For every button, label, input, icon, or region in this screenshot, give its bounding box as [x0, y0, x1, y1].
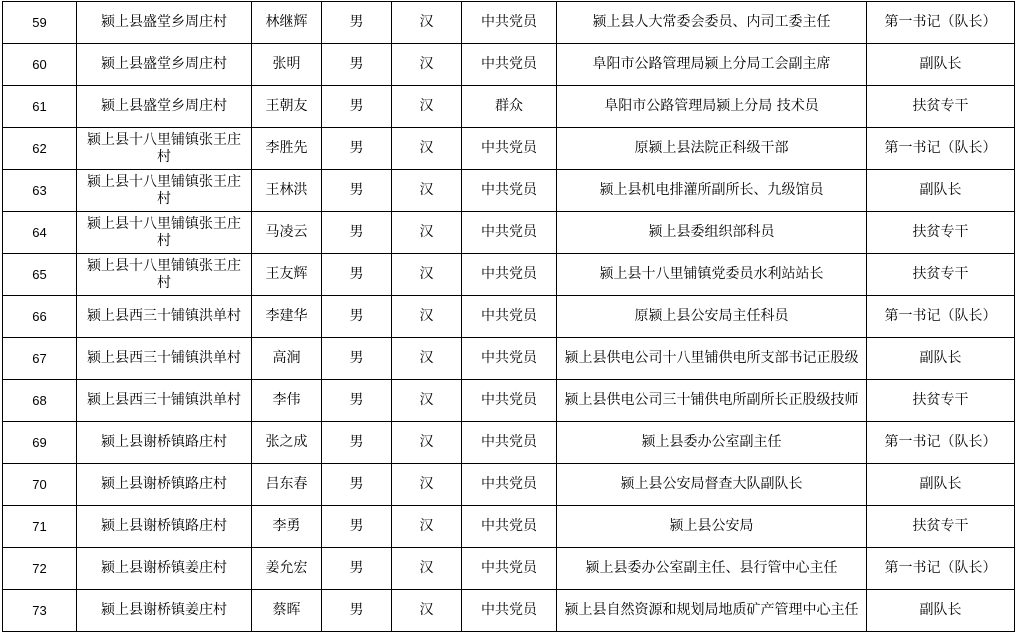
- village-cell: 颍上县谢桥镇路庄村: [77, 422, 252, 464]
- name-cell: 林继辉: [252, 2, 322, 44]
- village-cell: 颍上县西三十铺镇洪单村: [77, 380, 252, 422]
- work-unit-position-cell: 颍上县人大常委会委员、内司工委主任: [557, 2, 867, 44]
- village-cell: 颍上县十八里铺镇张王庄村: [77, 128, 252, 170]
- table-row: [3, 170, 1015, 212]
- name-cell: 李伟: [252, 380, 322, 422]
- name-cell: 蔡晖: [252, 590, 322, 632]
- political-status-cell: 中共党员: [462, 464, 557, 506]
- village-cell: 颍上县盛堂乡周庄村: [77, 2, 252, 44]
- team-role-cell: 副队长: [867, 590, 1015, 632]
- row-number-cell: 63: [3, 170, 77, 212]
- row-number-cell: 64: [3, 212, 77, 254]
- village-cell: 颍上县盛堂乡周庄村: [77, 86, 252, 128]
- political-status-cell: 中共党员: [462, 128, 557, 170]
- row-number-cell: 59: [3, 2, 77, 44]
- gender-cell: 男: [322, 422, 392, 464]
- table-row: [3, 254, 1015, 296]
- table-row: [3, 464, 1015, 506]
- gender-cell: 男: [322, 128, 392, 170]
- team-role-cell: 扶贫专干: [867, 254, 1015, 296]
- row-number-cell: 71: [3, 506, 77, 548]
- row-number-cell: 65: [3, 254, 77, 296]
- name-cell: 王林洪: [252, 170, 322, 212]
- table-row: [3, 590, 1015, 632]
- work-unit-position-cell: 阜阳市公路管理局颍上分局工会副主席: [557, 44, 867, 86]
- ethnicity-cell: 汉: [392, 254, 462, 296]
- work-unit-position-cell: 颍上县十八里铺镇党委员水利站站长: [557, 254, 867, 296]
- village-cell: 颍上县西三十铺镇洪单村: [77, 296, 252, 338]
- ethnicity-cell: 汉: [392, 86, 462, 128]
- team-role-cell: 扶贫专干: [867, 212, 1015, 254]
- work-unit-position-cell: 颍上县公安局: [557, 506, 867, 548]
- ethnicity-cell: 汉: [392, 128, 462, 170]
- village-cell: 颍上县十八里铺镇张王庄村: [77, 170, 252, 212]
- ethnicity-cell: 汉: [392, 296, 462, 338]
- gender-cell: 男: [322, 548, 392, 590]
- political-status-cell: 中共党员: [462, 506, 557, 548]
- gender-cell: 男: [322, 506, 392, 548]
- team-role-cell: 副队长: [867, 464, 1015, 506]
- row-number-cell: 66: [3, 296, 77, 338]
- name-cell: 张明: [252, 44, 322, 86]
- table-row: [3, 506, 1015, 548]
- political-status-cell: 群众: [462, 86, 557, 128]
- table-row: [3, 212, 1015, 254]
- ethnicity-cell: 汉: [392, 506, 462, 548]
- political-status-cell: 中共党员: [462, 2, 557, 44]
- work-unit-position-cell: 颍上县供电公司十八里铺供电所支部书记正股级: [557, 338, 867, 380]
- political-status-cell: 中共党员: [462, 44, 557, 86]
- row-number-cell: 72: [3, 548, 77, 590]
- name-cell: 李勇: [252, 506, 322, 548]
- name-cell: 姜允宏: [252, 548, 322, 590]
- table-row: [3, 338, 1015, 380]
- village-cell: 颍上县谢桥镇姜庄村: [77, 590, 252, 632]
- team-role-cell: 第一书记（队长）: [867, 296, 1015, 338]
- work-unit-position-cell: 颍上县公安局督查大队副队长: [557, 464, 867, 506]
- gender-cell: 男: [322, 254, 392, 296]
- table-row: [3, 380, 1015, 422]
- gender-cell: 男: [322, 338, 392, 380]
- work-unit-position-cell: 原颍上县法院正科级干部: [557, 128, 867, 170]
- work-unit-position-cell: 颍上县委组织部科员: [557, 212, 867, 254]
- row-number-cell: 68: [3, 380, 77, 422]
- table-row: [3, 296, 1015, 338]
- ethnicity-cell: 汉: [392, 170, 462, 212]
- work-unit-position-cell: 颍上县委办公室副主任: [557, 422, 867, 464]
- team-role-cell: 第一书记（队长）: [867, 548, 1015, 590]
- table-row: [3, 44, 1015, 86]
- row-number-cell: 69: [3, 422, 77, 464]
- table-row: [3, 86, 1015, 128]
- team-role-cell: 第一书记（队长）: [867, 128, 1015, 170]
- team-role-cell: 副队长: [867, 338, 1015, 380]
- work-unit-position-cell: 颍上县自然资源和规划局地质矿产管理中心主任: [557, 590, 867, 632]
- personnel-table: [2, 1, 1015, 632]
- team-role-cell: 副队长: [867, 170, 1015, 212]
- team-role-cell: 扶贫专干: [867, 380, 1015, 422]
- team-role-cell: 扶贫专干: [867, 86, 1015, 128]
- table-row: [3, 548, 1015, 590]
- gender-cell: 男: [322, 464, 392, 506]
- political-status-cell: 中共党员: [462, 212, 557, 254]
- row-number-cell: 61: [3, 86, 77, 128]
- row-number-cell: 73: [3, 590, 77, 632]
- row-number-cell: 60: [3, 44, 77, 86]
- name-cell: 李建华: [252, 296, 322, 338]
- gender-cell: 男: [322, 2, 392, 44]
- team-role-cell: 第一书记（队长）: [867, 2, 1015, 44]
- political-status-cell: 中共党员: [462, 422, 557, 464]
- ethnicity-cell: 汉: [392, 548, 462, 590]
- ethnicity-cell: 汉: [392, 464, 462, 506]
- political-status-cell: 中共党员: [462, 380, 557, 422]
- political-status-cell: 中共党员: [462, 296, 557, 338]
- table-row: [3, 422, 1015, 464]
- row-number-cell: 62: [3, 128, 77, 170]
- table-row: [3, 128, 1015, 170]
- row-number-cell: 70: [3, 464, 77, 506]
- village-cell: 颍上县十八里铺镇张王庄村: [77, 254, 252, 296]
- gender-cell: 男: [322, 212, 392, 254]
- team-role-cell: 第一书记（队长）: [867, 422, 1015, 464]
- name-cell: 马凌云: [252, 212, 322, 254]
- village-cell: 颍上县谢桥镇路庄村: [77, 464, 252, 506]
- ethnicity-cell: 汉: [392, 44, 462, 86]
- ethnicity-cell: 汉: [392, 380, 462, 422]
- team-role-cell: 副队长: [867, 44, 1015, 86]
- row-number-cell: 67: [3, 338, 77, 380]
- ethnicity-cell: 汉: [392, 2, 462, 44]
- gender-cell: 男: [322, 44, 392, 86]
- work-unit-position-cell: 颍上县供电公司三十铺供电所副所长正股级技师: [557, 380, 867, 422]
- work-unit-position-cell: 阜阳市公路管理局颍上分局 技术员: [557, 86, 867, 128]
- political-status-cell: 中共党员: [462, 254, 557, 296]
- political-status-cell: 中共党员: [462, 548, 557, 590]
- work-unit-position-cell: 原颍上县公安局主任科员: [557, 296, 867, 338]
- gender-cell: 男: [322, 86, 392, 128]
- gender-cell: 男: [322, 590, 392, 632]
- name-cell: 王友辉: [252, 254, 322, 296]
- ethnicity-cell: 汉: [392, 212, 462, 254]
- ethnicity-cell: 汉: [392, 338, 462, 380]
- village-cell: 颍上县十八里铺镇张王庄村: [77, 212, 252, 254]
- gender-cell: 男: [322, 380, 392, 422]
- village-cell: 颍上县西三十铺镇洪单村: [77, 338, 252, 380]
- table-body: [3, 2, 1015, 632]
- village-cell: 颍上县盛堂乡周庄村: [77, 44, 252, 86]
- gender-cell: 男: [322, 170, 392, 212]
- ethnicity-cell: 汉: [392, 422, 462, 464]
- ethnicity-cell: 汉: [392, 590, 462, 632]
- name-cell: 王朝友: [252, 86, 322, 128]
- name-cell: 吕东春: [252, 464, 322, 506]
- political-status-cell: 中共党员: [462, 338, 557, 380]
- work-unit-position-cell: 颍上县机电排灌所副所长、九级馆员: [557, 170, 867, 212]
- village-cell: 颍上县谢桥镇路庄村: [77, 506, 252, 548]
- gender-cell: 男: [322, 296, 392, 338]
- table-row: [3, 2, 1015, 44]
- work-unit-position-cell: 颍上县委办公室副主任、县行管中心主任: [557, 548, 867, 590]
- political-status-cell: 中共党员: [462, 170, 557, 212]
- name-cell: 李胜先: [252, 128, 322, 170]
- name-cell: 高涧: [252, 338, 322, 380]
- political-status-cell: 中共党员: [462, 590, 557, 632]
- village-cell: 颍上县谢桥镇姜庄村: [77, 548, 252, 590]
- team-role-cell: 扶贫专干: [867, 506, 1015, 548]
- name-cell: 张之成: [252, 422, 322, 464]
